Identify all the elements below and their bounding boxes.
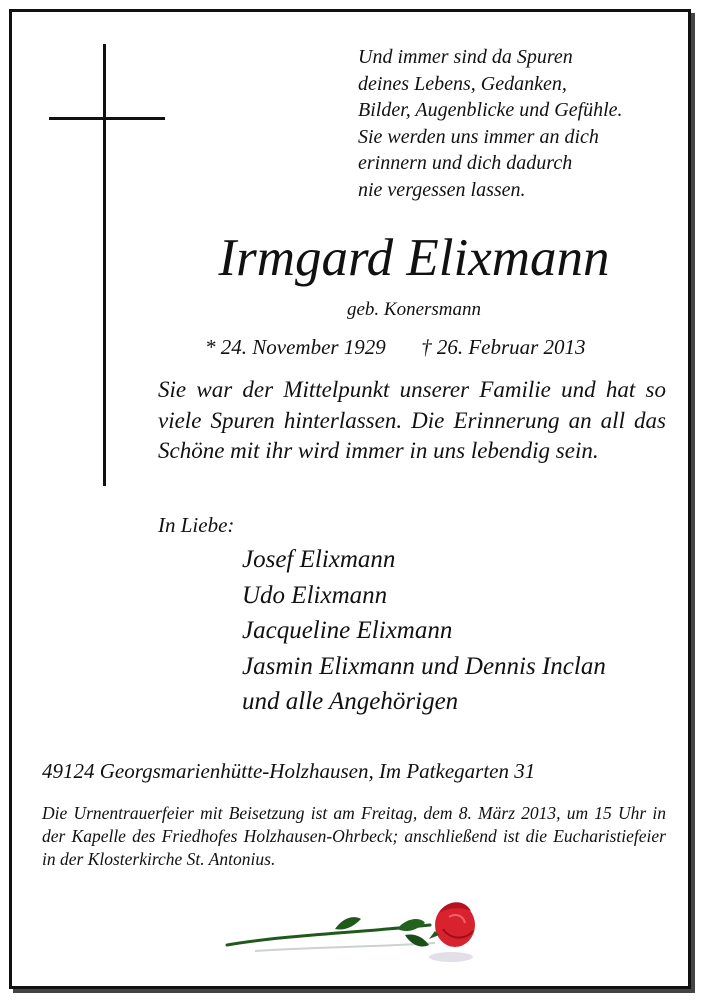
death-date: † 26. Februar 2013 — [421, 335, 586, 359]
rose-shadow — [429, 952, 473, 962]
mourner-list — [242, 542, 606, 720]
rose-icon — [225, 895, 485, 975]
love-label: In Liebe: — [158, 513, 235, 537]
ceremony-notice: Die Urnentrauerfeier mit Beisetzung ist am Freitag, dem 8. März 2013, um 15 Uhr in der Kapelle des Friedhofes Holzhausen-Ohrbeck; anschließend ist die Eucharistiefeier in der Klosterkirche St. Antonius. — [42, 803, 666, 869]
mourner-name: Jasmin Elixmann und Dennis Inclan — [242, 652, 606, 680]
cross-bar — [49, 117, 165, 120]
poem-line: deines Lebens, Gedanken, — [358, 72, 567, 95]
rose-stem-shadow — [255, 943, 435, 951]
poem-line: Und immer sind da Spuren — [358, 46, 573, 68]
rose-leaf — [335, 917, 361, 929]
mourner-name: Josef Elixmann — [242, 546, 396, 573]
birth-date: * 24. November 1929 — [205, 335, 386, 359]
mourner-name: Jacqueline Elixmann — [242, 617, 453, 644]
rose-leaf — [397, 919, 425, 931]
deceased-name: Irmgard Elixmann — [218, 229, 610, 287]
family-address: 49124 Georgsmarienhütte-Holzhausen, Im Patkegarten 31 — [42, 759, 536, 783]
poem-line: Sie werden uns immer an dich — [358, 125, 599, 148]
life-dates — [205, 333, 586, 361]
mourner-name: und alle Angehörigen — [242, 688, 459, 715]
maiden-name: geb. Konersmann — [346, 299, 482, 320]
poem-line: nie vergessen lassen. — [358, 178, 526, 201]
poem-line: Bilder, Augenblicke und Gefühle. — [358, 99, 623, 121]
poem — [358, 44, 623, 203]
tribute-text: Sie war der Mittelpunkt unserer Familie und hat so viele Spuren hinterlassen. Die Erinnerung an all das Schöne mit ihr wird immer in uns lebendig sein. — [158, 377, 666, 463]
mourner-name: Udo Elixmann — [242, 581, 388, 609]
poem-line: erinnern und dich dadurch — [358, 152, 573, 174]
